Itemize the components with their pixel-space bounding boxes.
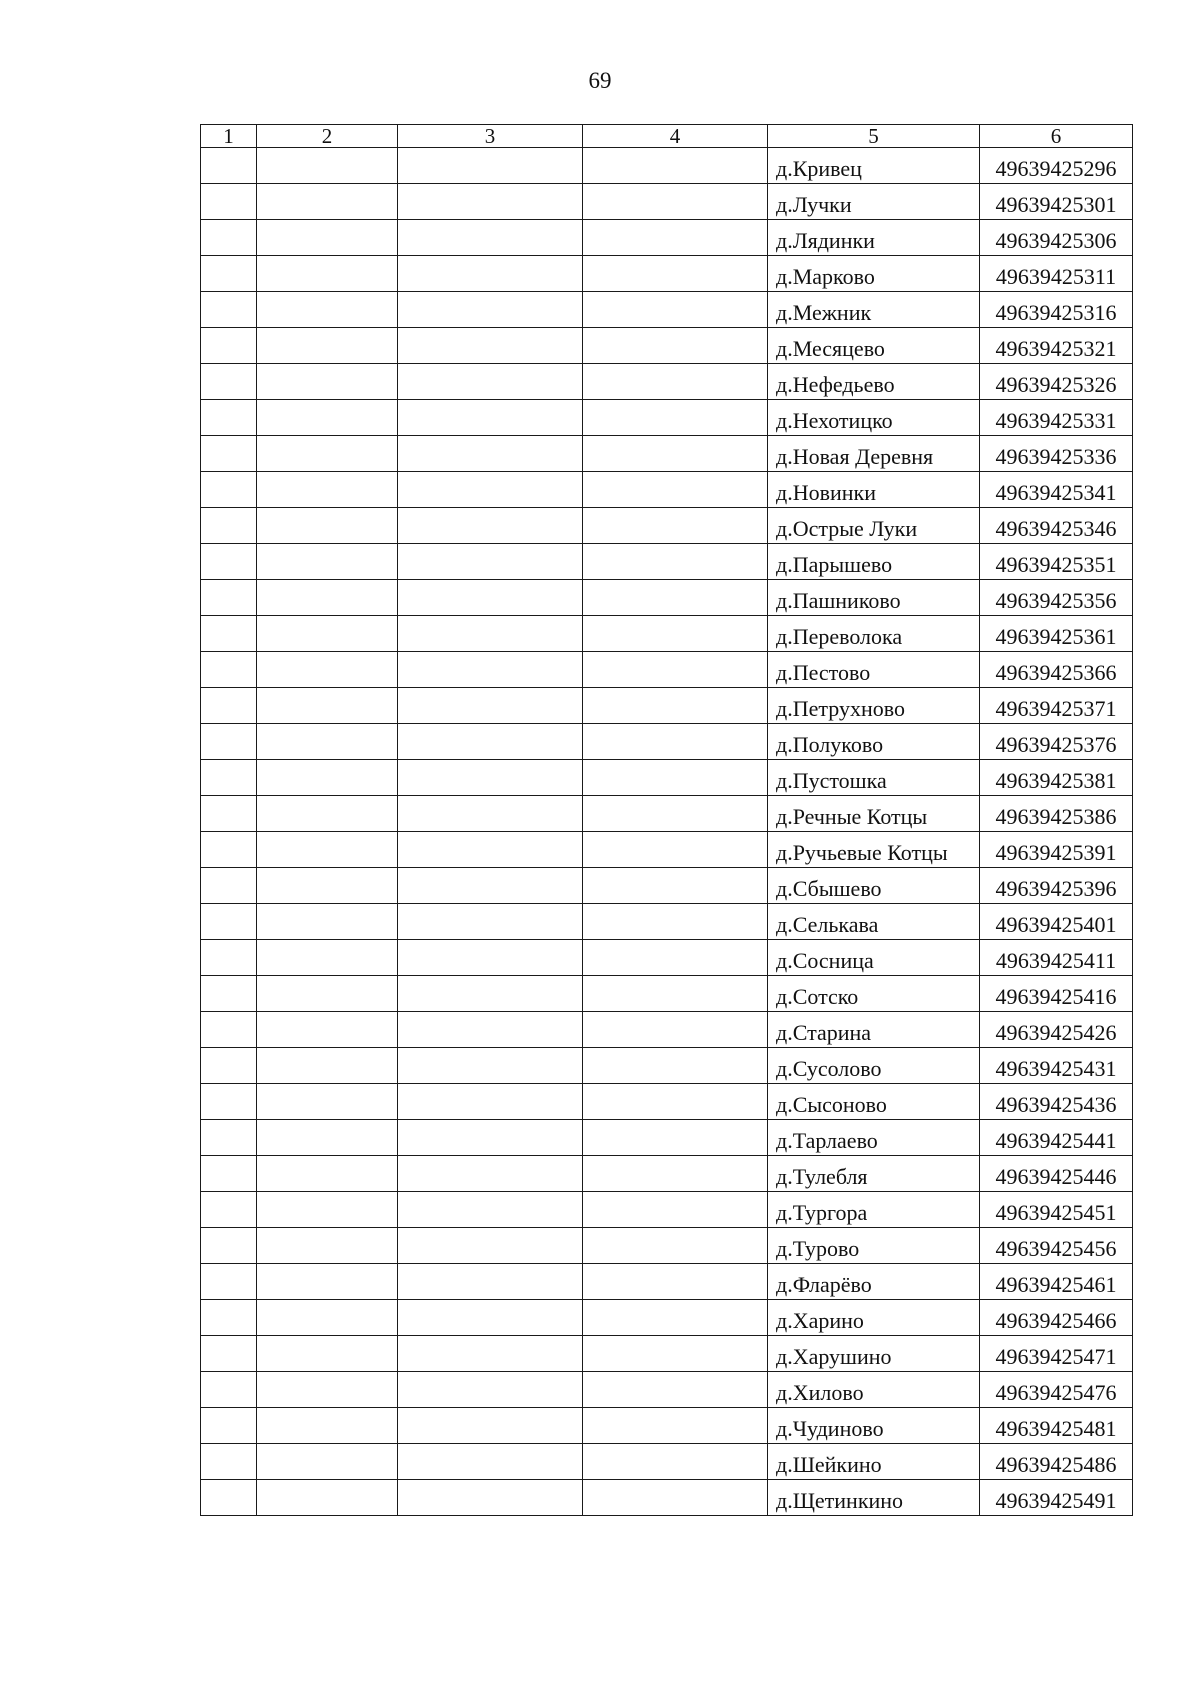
settlement-code: 49639425391 <box>980 832 1133 868</box>
settlement-code: 49639425441 <box>980 1120 1133 1156</box>
empty-cell-col-4 <box>583 580 768 616</box>
settlement-code: 49639425466 <box>980 1300 1133 1336</box>
table-row <box>201 1264 1133 1300</box>
empty-cell-col-1 <box>201 328 257 364</box>
empty-cell-col-1 <box>201 1444 257 1480</box>
empty-cell-col-2 <box>257 1300 398 1336</box>
empty-cell-col-1 <box>201 616 257 652</box>
settlement-name: д.Сысоново <box>768 1084 980 1120</box>
settlement-name: д.Шейкино <box>768 1444 980 1480</box>
settlement-code: 49639425416 <box>980 976 1133 1012</box>
settlement-code: 49639425486 <box>980 1444 1133 1480</box>
empty-cell-col-4 <box>583 616 768 652</box>
empty-cell-col-4 <box>583 472 768 508</box>
empty-cell-col-3 <box>398 1156 583 1192</box>
empty-cell-col-2 <box>257 256 398 292</box>
empty-cell-col-4 <box>583 1048 768 1084</box>
empty-cell-col-1 <box>201 1336 257 1372</box>
empty-cell-col-3 <box>398 652 583 688</box>
empty-cell-col-2 <box>257 760 398 796</box>
empty-cell-col-2 <box>257 1084 398 1120</box>
empty-cell-col-1 <box>201 760 257 796</box>
empty-cell-col-2 <box>257 148 398 184</box>
settlement-name: д.Турово <box>768 1228 980 1264</box>
empty-cell-col-4 <box>583 148 768 184</box>
empty-cell-col-2 <box>257 292 398 328</box>
empty-cell-col-1 <box>201 148 257 184</box>
empty-cell-col-1 <box>201 400 257 436</box>
table-row <box>201 472 1133 508</box>
empty-cell-col-2 <box>257 616 398 652</box>
table-row <box>201 220 1133 256</box>
table-row <box>201 832 1133 868</box>
empty-cell-col-1 <box>201 652 257 688</box>
settlement-code: 49639425381 <box>980 760 1133 796</box>
empty-cell-col-2 <box>257 1048 398 1084</box>
settlement-name: д.Сосница <box>768 940 980 976</box>
settlement-code: 49639425366 <box>980 652 1133 688</box>
empty-cell-col-2 <box>257 400 398 436</box>
empty-cell-col-3 <box>398 256 583 292</box>
settlement-code: 49639425461 <box>980 1264 1133 1300</box>
empty-cell-col-3 <box>398 904 583 940</box>
empty-cell-col-2 <box>257 904 398 940</box>
empty-cell-col-2 <box>257 796 398 832</box>
empty-cell-col-2 <box>257 1156 398 1192</box>
settlement-code: 49639425401 <box>980 904 1133 940</box>
settlement-name: д.Сотско <box>768 976 980 1012</box>
settlement-code: 49639425436 <box>980 1084 1133 1120</box>
table-row <box>201 796 1133 832</box>
empty-cell-col-1 <box>201 508 257 544</box>
empty-cell-col-3 <box>398 1408 583 1444</box>
header-col-1: 1 <box>201 125 257 148</box>
settlement-code: 49639425451 <box>980 1192 1133 1228</box>
empty-cell-col-4 <box>583 184 768 220</box>
empty-cell-col-3 <box>398 1012 583 1048</box>
settlement-code: 49639425396 <box>980 868 1133 904</box>
settlement-code: 49639425426 <box>980 1012 1133 1048</box>
empty-cell-col-1 <box>201 1408 257 1444</box>
empty-cell-col-2 <box>257 1228 398 1264</box>
empty-cell-col-3 <box>398 580 583 616</box>
table-row <box>201 364 1133 400</box>
empty-cell-col-3 <box>398 1048 583 1084</box>
header-col-5: 5 <box>768 125 980 148</box>
table-row <box>201 580 1133 616</box>
settlement-code: 49639425336 <box>980 436 1133 472</box>
empty-cell-col-4 <box>583 1264 768 1300</box>
settlement-name: д.Марково <box>768 256 980 292</box>
empty-cell-col-2 <box>257 472 398 508</box>
empty-cell-col-2 <box>257 508 398 544</box>
table-row <box>201 544 1133 580</box>
empty-cell-col-3 <box>398 472 583 508</box>
settlement-name: д.Нехотицко <box>768 400 980 436</box>
empty-cell-col-1 <box>201 436 257 472</box>
empty-cell-col-2 <box>257 328 398 364</box>
settlement-name: д.Межник <box>768 292 980 328</box>
empty-cell-col-3 <box>398 364 583 400</box>
empty-cell-col-4 <box>583 796 768 832</box>
empty-cell-col-4 <box>583 1408 768 1444</box>
header-col-4: 4 <box>583 125 768 148</box>
settlement-name: д.Тургора <box>768 1192 980 1228</box>
settlement-code: 49639425316 <box>980 292 1133 328</box>
empty-cell-col-4 <box>583 760 768 796</box>
empty-cell-col-3 <box>398 1228 583 1264</box>
settlement-name: д.Щетинкино <box>768 1480 980 1516</box>
empty-cell-col-1 <box>201 904 257 940</box>
empty-cell-col-3 <box>398 220 583 256</box>
empty-cell-col-1 <box>201 220 257 256</box>
settlement-code: 49639425411 <box>980 940 1133 976</box>
settlement-code: 49639425386 <box>980 796 1133 832</box>
empty-cell-col-2 <box>257 544 398 580</box>
table-row <box>201 256 1133 292</box>
empty-cell-col-4 <box>583 976 768 1012</box>
empty-cell-col-1 <box>201 1264 257 1300</box>
settlement-name: д.Нефедьево <box>768 364 980 400</box>
settlement-code: 49639425446 <box>980 1156 1133 1192</box>
empty-cell-col-4 <box>583 1084 768 1120</box>
page-number: 69 <box>588 68 612 93</box>
empty-cell-col-2 <box>257 1192 398 1228</box>
empty-cell-col-2 <box>257 364 398 400</box>
empty-cell-col-3 <box>398 1264 583 1300</box>
empty-cell-col-3 <box>398 1480 583 1516</box>
table-row <box>201 1192 1133 1228</box>
empty-cell-col-4 <box>583 1444 768 1480</box>
settlement-code: 49639425331 <box>980 400 1133 436</box>
empty-cell-col-4 <box>583 292 768 328</box>
table-row <box>201 184 1133 220</box>
settlement-code: 49639425376 <box>980 724 1133 760</box>
empty-cell-col-4 <box>583 328 768 364</box>
settlement-name: д.Парышево <box>768 544 980 580</box>
empty-cell-col-2 <box>257 832 398 868</box>
empty-cell-col-1 <box>201 544 257 580</box>
settlement-name: д.Фларёво <box>768 1264 980 1300</box>
empty-cell-col-2 <box>257 1336 398 1372</box>
settlement-name: д.Пестово <box>768 652 980 688</box>
settlement-name: д.Речные Котцы <box>768 796 980 832</box>
table-row <box>201 1120 1133 1156</box>
empty-cell-col-3 <box>398 1444 583 1480</box>
table-row <box>201 508 1133 544</box>
empty-cell-col-3 <box>398 940 583 976</box>
empty-cell-col-4 <box>583 1336 768 1372</box>
empty-cell-col-2 <box>257 1120 398 1156</box>
empty-cell-col-2 <box>257 1012 398 1048</box>
settlement-name: д.Месяцево <box>768 328 980 364</box>
settlement-name: д.Тарлаево <box>768 1120 980 1156</box>
empty-cell-col-2 <box>257 940 398 976</box>
empty-cell-col-1 <box>201 796 257 832</box>
empty-cell-col-1 <box>201 832 257 868</box>
table-row <box>201 688 1133 724</box>
empty-cell-col-4 <box>583 1192 768 1228</box>
empty-cell-col-2 <box>257 1372 398 1408</box>
empty-cell-col-4 <box>583 364 768 400</box>
settlement-code: 49639425361 <box>980 616 1133 652</box>
settlement-name: д.Лядинки <box>768 220 980 256</box>
table-row <box>201 328 1133 364</box>
settlement-name: д.Селькава <box>768 904 980 940</box>
settlement-code: 49639425351 <box>980 544 1133 580</box>
empty-cell-col-4 <box>583 688 768 724</box>
empty-cell-col-3 <box>398 1120 583 1156</box>
empty-cell-col-3 <box>398 292 583 328</box>
table-row <box>201 148 1133 184</box>
empty-cell-col-1 <box>201 1048 257 1084</box>
table-row <box>201 1156 1133 1192</box>
empty-cell-col-3 <box>398 148 583 184</box>
settlement-name: д.Харушино <box>768 1336 980 1372</box>
empty-cell-col-1 <box>201 1480 257 1516</box>
settlement-code: 49639425491 <box>980 1480 1133 1516</box>
empty-cell-col-3 <box>398 1192 583 1228</box>
empty-cell-col-2 <box>257 184 398 220</box>
empty-cell-col-1 <box>201 256 257 292</box>
empty-cell-col-2 <box>257 688 398 724</box>
settlement-code: 49639425306 <box>980 220 1133 256</box>
settlement-code: 49639425321 <box>980 328 1133 364</box>
empty-cell-col-2 <box>257 1264 398 1300</box>
settlement-name: д.Переволока <box>768 616 980 652</box>
empty-cell-col-1 <box>201 1228 257 1264</box>
empty-cell-col-3 <box>398 1336 583 1372</box>
empty-cell-col-1 <box>201 1192 257 1228</box>
table-row <box>201 1084 1133 1120</box>
settlement-code: 49639425476 <box>980 1372 1133 1408</box>
settlement-code: 49639425301 <box>980 184 1133 220</box>
settlement-name: д.Чудиново <box>768 1408 980 1444</box>
table-row <box>201 1048 1133 1084</box>
empty-cell-col-1 <box>201 580 257 616</box>
settlement-name: д.Острые Луки <box>768 508 980 544</box>
table-row <box>201 904 1133 940</box>
empty-cell-col-4 <box>583 1156 768 1192</box>
table-row <box>201 760 1133 796</box>
empty-cell-col-4 <box>583 652 768 688</box>
empty-cell-col-1 <box>201 1300 257 1336</box>
empty-cell-col-4 <box>583 1480 768 1516</box>
settlement-code: 49639425341 <box>980 472 1133 508</box>
empty-cell-col-3 <box>398 508 583 544</box>
table-row <box>201 940 1133 976</box>
table-row <box>201 976 1133 1012</box>
empty-cell-col-1 <box>201 292 257 328</box>
empty-cell-col-4 <box>583 1012 768 1048</box>
empty-cell-col-4 <box>583 1372 768 1408</box>
settlement-code: 49639425431 <box>980 1048 1133 1084</box>
empty-cell-col-4 <box>583 1228 768 1264</box>
settlement-name: д.Харино <box>768 1300 980 1336</box>
empty-cell-col-4 <box>583 544 768 580</box>
empty-cell-col-2 <box>257 1444 398 1480</box>
empty-cell-col-3 <box>398 544 583 580</box>
empty-cell-col-1 <box>201 688 257 724</box>
settlement-code: 49639425346 <box>980 508 1133 544</box>
table-row <box>201 1444 1133 1480</box>
table-row <box>201 1300 1133 1336</box>
settlement-name: д.Ручьевые Котцы <box>768 832 980 868</box>
empty-cell-col-1 <box>201 976 257 1012</box>
table-row <box>201 616 1133 652</box>
empty-cell-col-4 <box>583 940 768 976</box>
table-row <box>201 436 1133 472</box>
empty-cell-col-3 <box>398 688 583 724</box>
empty-cell-col-2 <box>257 580 398 616</box>
settlement-name: д.Хилово <box>768 1372 980 1408</box>
header-row <box>201 125 1133 148</box>
settlement-code: 49639425471 <box>980 1336 1133 1372</box>
empty-cell-col-3 <box>398 760 583 796</box>
empty-cell-col-4 <box>583 904 768 940</box>
settlement-name: д.Сбышево <box>768 868 980 904</box>
empty-cell-col-1 <box>201 184 257 220</box>
settlement-name: д.Старина <box>768 1012 980 1048</box>
empty-cell-col-4 <box>583 1300 768 1336</box>
empty-cell-col-1 <box>201 1156 257 1192</box>
empty-cell-col-1 <box>201 1372 257 1408</box>
settlement-registry-table <box>200 124 1133 1516</box>
table-row <box>201 724 1133 760</box>
table-row <box>201 1480 1133 1516</box>
empty-cell-col-4 <box>583 400 768 436</box>
table-row <box>201 652 1133 688</box>
empty-cell-col-3 <box>398 616 583 652</box>
empty-cell-col-3 <box>398 832 583 868</box>
empty-cell-col-3 <box>398 400 583 436</box>
settlement-name: д.Новая Деревня <box>768 436 980 472</box>
empty-cell-col-3 <box>398 724 583 760</box>
empty-cell-col-3 <box>398 328 583 364</box>
empty-cell-col-2 <box>257 652 398 688</box>
empty-cell-col-3 <box>398 868 583 904</box>
empty-cell-col-2 <box>257 724 398 760</box>
settlement-name: д.Пустошка <box>768 760 980 796</box>
empty-cell-col-4 <box>583 508 768 544</box>
empty-cell-col-1 <box>201 1084 257 1120</box>
empty-cell-col-1 <box>201 1120 257 1156</box>
table-body <box>201 148 1133 1516</box>
table-row <box>201 400 1133 436</box>
empty-cell-col-3 <box>398 184 583 220</box>
empty-cell-col-3 <box>398 1372 583 1408</box>
settlement-code: 49639425296 <box>980 148 1133 184</box>
empty-cell-col-4 <box>583 256 768 292</box>
empty-cell-col-3 <box>398 436 583 472</box>
empty-cell-col-4 <box>583 868 768 904</box>
settlement-name: д.Пашниково <box>768 580 980 616</box>
settlement-name: д.Кривец <box>768 148 980 184</box>
settlement-code: 49639425371 <box>980 688 1133 724</box>
table-row <box>201 1372 1133 1408</box>
settlement-code: 49639425456 <box>980 1228 1133 1264</box>
table-row <box>201 868 1133 904</box>
empty-cell-col-4 <box>583 220 768 256</box>
settlement-code: 49639425326 <box>980 364 1133 400</box>
table-row <box>201 292 1133 328</box>
empty-cell-col-3 <box>398 976 583 1012</box>
empty-cell-col-1 <box>201 364 257 400</box>
empty-cell-col-3 <box>398 1084 583 1120</box>
table-row <box>201 1228 1133 1264</box>
header-col-3: 3 <box>398 125 583 148</box>
settlement-name: д.Тулебля <box>768 1156 980 1192</box>
empty-cell-col-2 <box>257 868 398 904</box>
settlement-name: д.Новинки <box>768 472 980 508</box>
empty-cell-col-2 <box>257 1480 398 1516</box>
empty-cell-col-3 <box>398 796 583 832</box>
empty-cell-col-4 <box>583 724 768 760</box>
empty-cell-col-1 <box>201 868 257 904</box>
settlement-name: д.Петрухново <box>768 688 980 724</box>
settlement-name: д.Полуково <box>768 724 980 760</box>
empty-cell-col-2 <box>257 1408 398 1444</box>
settlement-code: 49639425356 <box>980 580 1133 616</box>
empty-cell-col-2 <box>257 976 398 1012</box>
header-col-2: 2 <box>257 125 398 148</box>
empty-cell-col-1 <box>201 472 257 508</box>
table-row <box>201 1012 1133 1048</box>
empty-cell-col-4 <box>583 1120 768 1156</box>
empty-cell-col-1 <box>201 940 257 976</box>
empty-cell-col-4 <box>583 436 768 472</box>
empty-cell-col-4 <box>583 832 768 868</box>
table-row <box>201 1336 1133 1372</box>
table-header <box>201 125 1133 148</box>
header-col-6: 6 <box>980 125 1133 148</box>
table-row <box>201 1408 1133 1444</box>
empty-cell-col-3 <box>398 1300 583 1336</box>
settlement-code: 49639425311 <box>980 256 1133 292</box>
settlement-name: д.Лучки <box>768 184 980 220</box>
settlement-code: 49639425481 <box>980 1408 1133 1444</box>
empty-cell-col-2 <box>257 436 398 472</box>
empty-cell-col-2 <box>257 220 398 256</box>
settlement-name: д.Сусолово <box>768 1048 980 1084</box>
empty-cell-col-1 <box>201 1012 257 1048</box>
empty-cell-col-1 <box>201 724 257 760</box>
